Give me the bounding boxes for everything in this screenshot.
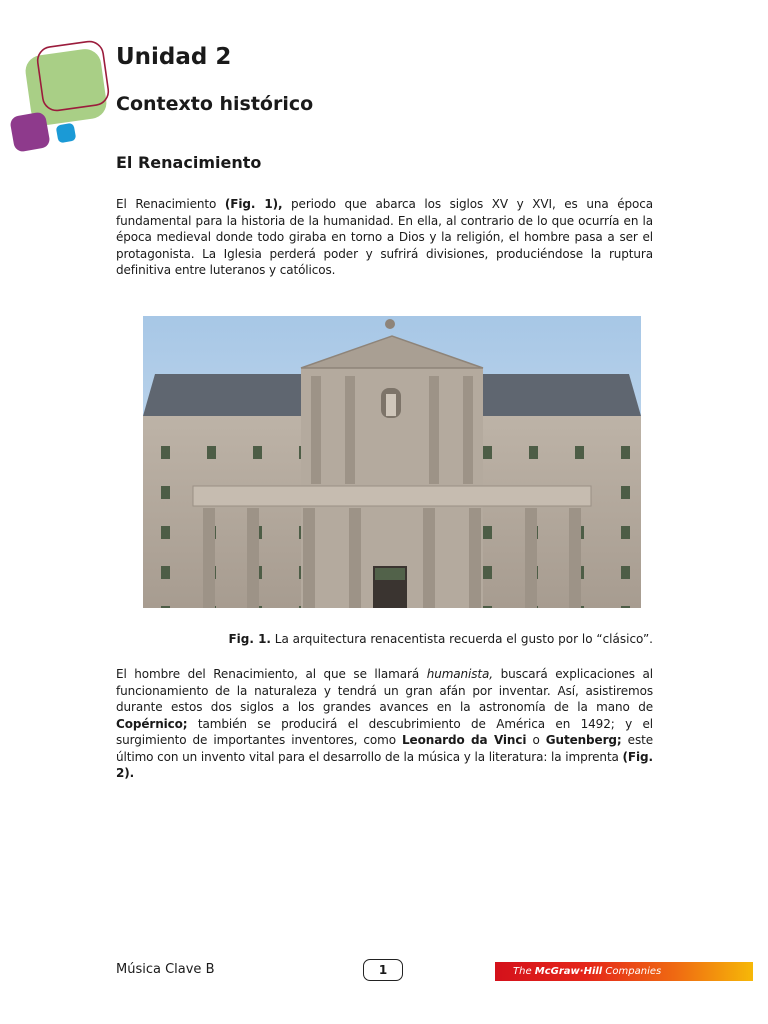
page-number: 1	[363, 959, 403, 981]
publisher-banner: The McGraw·Hill Companies	[495, 962, 753, 981]
entablature	[193, 486, 591, 506]
column	[469, 508, 481, 608]
column	[311, 376, 321, 484]
column	[247, 508, 259, 608]
fig2-reference: (Fig. 2).	[116, 749, 653, 780]
column	[345, 376, 355, 484]
unit-title: Unidad 2	[116, 44, 232, 70]
door-grille	[375, 568, 405, 580]
column	[349, 508, 361, 608]
figure-caption: Fig. 1. La arquitectura renacentista recuerda el gusto por lo “clásico”.	[228, 632, 653, 646]
statue	[386, 394, 396, 416]
book-title: Música Clave B	[116, 962, 215, 977]
roof-right	[471, 374, 641, 416]
column	[203, 508, 215, 608]
column	[463, 376, 473, 484]
logo-blue-square	[56, 123, 77, 144]
section-title: El Renacimiento	[116, 153, 262, 172]
finial	[385, 319, 395, 329]
context-title: Contexto histórico	[116, 93, 314, 115]
fig1-reference: (Fig. 1),	[224, 197, 283, 211]
paragraph-intro: El Renacimiento (Fig. 1), periodo que abarca los siglos XV y XVI, es una época fundamental para la historia de la humanidad. En ella, al contrario de lo que ocurría en la época medieval donde todo giraba en torno a Dios y la religión, el hombre pasa a ser el protagonista. La Iglesia perderá poder y sufrirá divisiones, produciéndose la ruptura definitiva entre luteranos y católicos.	[116, 197, 653, 277]
unit-logo	[8, 38, 112, 156]
renaissance-building-photo	[143, 316, 641, 608]
column	[423, 508, 435, 608]
caption-label: Fig. 1.	[228, 632, 271, 646]
roof-left	[143, 374, 313, 416]
column	[429, 376, 439, 484]
paragraph-humanism: El hombre del Renacimiento, al que se llamará humanista, buscará explicaciones al funcionamiento de la naturaleza y tendrá un gran afán por inventar. Así, asistiremos durante estos dos siglos a los grandes avances en la astronomía de la mano de Copérnico; también se producirá el descubrimiento de América en 1492; y el surgimiento de importantes inventores, como Leonardo da Vinci o Gutenberg; este último con un invento vital para el desarrollo de la música y la literatura: la imprenta (Fig. 2).	[116, 667, 653, 780]
column	[569, 508, 581, 608]
column	[525, 508, 537, 608]
logo-purple-square	[9, 111, 51, 153]
column	[303, 508, 315, 608]
